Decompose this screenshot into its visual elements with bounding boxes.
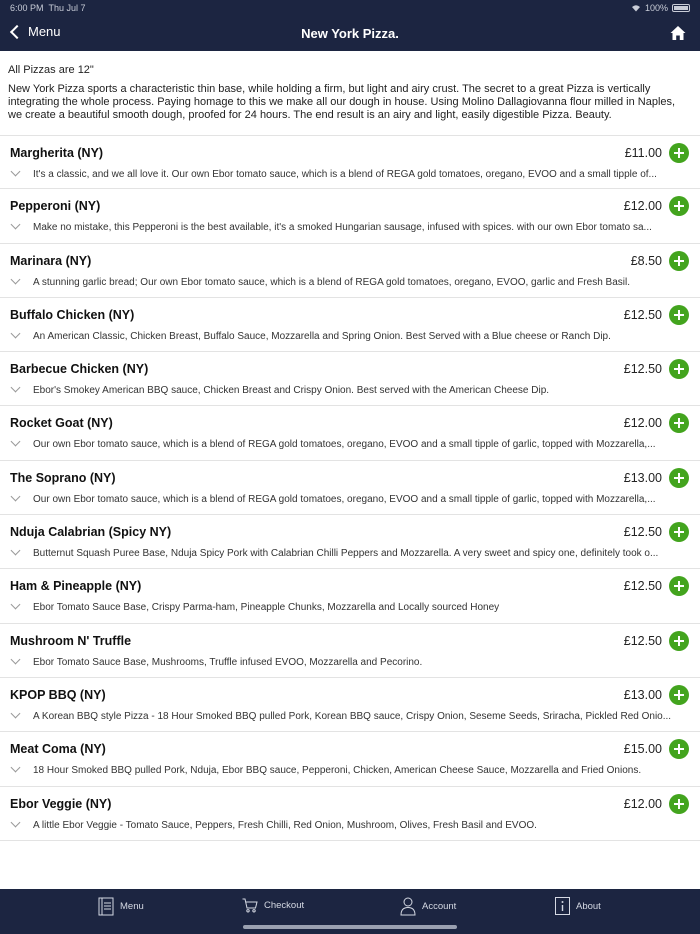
menu-book-icon <box>98 897 114 916</box>
add-to-order-button[interactable] <box>669 522 689 542</box>
menu-item-list <box>0 135 700 841</box>
tab-label: Menu <box>120 901 144 912</box>
item-description: A Korean BBQ style Pizza - 18 Hour Smoked BBQ pulled Pork, Korean BBQ sauce, Crispy Onion, Seseme Seeds, Sriracha, Pickled Red Onio... <box>33 710 672 722</box>
item-price: £12.00 <box>623 796 662 811</box>
item-name: Margherita (NY) <box>10 146 104 160</box>
item-name: Nduja Calabrian (Spicy NY) <box>10 525 172 540</box>
item-name: The Soprano (NY) <box>10 470 116 485</box>
chevron-down-icon[interactable] <box>11 546 21 556</box>
tab-about[interactable] <box>555 897 601 915</box>
item-description: Ebor Tomato Sauce Base, Mushrooms, Truffle infused EVOO, Mozzarella and Pecorino. <box>33 656 423 668</box>
item-name: Rocket Goat (NY) <box>10 416 113 431</box>
add-to-order-button[interactable] <box>669 468 689 488</box>
item-description: An American Classic, Chicken Breast, Buffalo Sauce, Mozzarella and Spring Onion. Best Served with a Blue cheese or Ranch Dip. <box>33 330 611 342</box>
tab-label: Account <box>422 901 457 912</box>
item-name: KPOP BBQ (NY) <box>10 687 106 702</box>
chevron-down-icon[interactable] <box>11 220 21 230</box>
tab-menu[interactable] <box>98 897 144 916</box>
item-description: 18 Hour Smoked BBQ pulled Pork, Nduja, Ebor BBQ sauce, Pepperoni, Chicken, American Cheese Sauce, Mozzarella and Fried Onions. <box>33 765 642 777</box>
cart-icon <box>242 897 258 913</box>
item-name: Buffalo Chicken (NY) <box>10 307 135 322</box>
status-time-date: 6:00 PM Thu Jul 7 <box>10 3 86 13</box>
status-indicators <box>631 3 690 13</box>
item-name: Marinara (NY) <box>10 253 92 268</box>
item-description: Ebor's Smokey American BBQ sauce, Chicken Breast and Crispy Onion. Best served with the American Cheese Dip. <box>33 385 550 397</box>
item-price: £13.00 <box>623 470 662 485</box>
chevron-down-icon[interactable] <box>11 437 21 447</box>
tab-label: Checkout <box>264 899 305 911</box>
item-description: Our own Ebor tomato sauce, which is a blend of REGA gold tomatoes, oregano, EVOO and a small tipple of garlic, topped with Mozzarella,... <box>33 439 656 451</box>
page-title: New York Pizza. <box>301 26 399 41</box>
item-description: Make no mistake, this Pepperoni is the best available, it's a smoked Hungarian sausage, infused with spices. with our own Ebor tomato sa... <box>33 222 652 234</box>
chevron-down-icon[interactable] <box>11 383 21 393</box>
navigation-bar <box>0 16 700 51</box>
item-name: Meat Coma (NY) <box>10 742 106 757</box>
add-to-order-button[interactable] <box>669 196 689 216</box>
add-to-order-button[interactable] <box>669 685 689 705</box>
category-description: New York Pizza sports a characteristic thin base, while holding a firm, but light and airy crust. The secret to a great Pizza is vertically integrating the whole process. Paying homage to this we make all our dough in house. Using Molino Dallagiovanna flour milled in Naples, we create a beautiful smooth dough, proofed for 24 hours. The end result is an airy and light, easily digestible Pizza. Beauty. <box>8 83 676 121</box>
battery-icon <box>672 4 690 12</box>
item-price: £12.50 <box>623 362 662 377</box>
chevron-left-icon <box>10 24 24 38</box>
menu-item[interactable] <box>0 189 700 243</box>
add-to-order-button[interactable] <box>669 739 689 759</box>
tab-account[interactable] <box>400 897 456 916</box>
add-to-order-button[interactable] <box>669 794 689 814</box>
tab-label: About <box>576 900 601 912</box>
add-to-order-button[interactable] <box>669 143 689 163</box>
item-name: Pepperoni (NY) <box>10 199 101 214</box>
chevron-down-icon[interactable] <box>11 274 21 284</box>
item-price: £12.00 <box>623 416 662 431</box>
category-intro <box>8 64 692 122</box>
add-to-order-button[interactable] <box>669 359 689 379</box>
item-name: Barbecue Chicken (NY) <box>10 362 149 377</box>
status-bar <box>0 0 700 16</box>
home-indicator[interactable] <box>243 925 457 929</box>
item-name: Ham & Pineapple (NY) <box>10 579 142 594</box>
item-price: £13.00 <box>623 687 662 702</box>
menu-item[interactable] <box>0 787 700 841</box>
item-price: £12.50 <box>623 633 662 648</box>
menu-item[interactable] <box>0 461 700 515</box>
item-name: Ebor Veggie (NY) <box>10 796 112 811</box>
item-price: £12.50 <box>623 307 662 322</box>
add-to-order-button[interactable] <box>669 576 689 596</box>
item-price: £8.50 <box>630 253 662 268</box>
item-price: £15.00 <box>623 742 662 757</box>
menu-item[interactable] <box>0 515 700 569</box>
item-description: A stunning garlic bread; Our own Ebor tomato sauce, which is a blend of REGA gold tomatoes, oregano, EVOO, garlic and Fresh Basil. <box>33 276 630 288</box>
back-label: Menu <box>28 24 61 39</box>
item-description: It's a classic, and we all love it. Our own Ebor tomato sauce, which is a blend of REGA gold tomatoes, oregano, EVOO and a small tipple of... <box>33 169 657 180</box>
chevron-down-icon[interactable] <box>11 763 21 773</box>
chevron-down-icon[interactable] <box>11 491 21 501</box>
menu-item[interactable] <box>0 678 700 732</box>
add-to-order-button[interactable] <box>669 413 689 433</box>
info-icon <box>555 897 570 915</box>
add-to-order-button[interactable] <box>669 305 689 325</box>
home-icon[interactable] <box>670 25 686 41</box>
item-description: Butternut Squash Puree Base, Nduja Spicy Pork with Calabrian Chilli Peppers and Mozzarella. A very sweet and spicy one, definitely took o... <box>33 548 659 560</box>
item-price: £12.50 <box>623 579 662 594</box>
menu-item[interactable] <box>0 298 700 352</box>
chevron-down-icon[interactable] <box>11 654 21 664</box>
size-note: All Pizzas are 12" <box>8 64 94 76</box>
item-price: £11.00 <box>624 146 662 160</box>
add-to-order-button[interactable] <box>669 631 689 651</box>
chevron-down-icon[interactable] <box>11 600 21 610</box>
item-price: £12.50 <box>623 525 662 540</box>
person-icon <box>400 897 416 916</box>
menu-item[interactable] <box>0 135 700 189</box>
tab-checkout[interactable] <box>242 897 304 913</box>
item-description: A little Ebor Veggie - Tomato Sauce, Peppers, Fresh Chilli, Red Onion, Mushroom, Olives, Fresh Basil and EVOO. <box>33 819 537 831</box>
chevron-down-icon[interactable] <box>11 817 21 827</box>
chevron-down-icon[interactable] <box>11 709 21 719</box>
item-name: Mushroom N' Truffle <box>10 633 132 648</box>
back-button[interactable] <box>8 24 61 39</box>
menu-item[interactable] <box>0 244 700 298</box>
chevron-down-icon[interactable] <box>11 328 21 338</box>
item-price: £12.00 <box>623 199 662 214</box>
wifi-icon <box>631 4 641 12</box>
add-to-order-button[interactable] <box>669 251 689 271</box>
battery-percent: 100% <box>644 3 668 13</box>
menu-item[interactable] <box>0 406 700 460</box>
chevron-down-icon[interactable] <box>11 167 21 177</box>
menu-item[interactable] <box>0 569 700 623</box>
item-description: Ebor Tomato Sauce Base, Crispy Parma-ham, Pineapple Chunks, Mozzarella and Locally sourced Honey <box>33 602 500 614</box>
menu-item[interactable] <box>0 624 700 678</box>
menu-item[interactable] <box>0 352 700 406</box>
menu-item[interactable] <box>0 732 700 786</box>
item-description: Our own Ebor tomato sauce, which is a blend of REGA gold tomatoes, oregano, EVOO and a small tipple of garlic, topped with Mozzarella,... <box>33 493 656 505</box>
